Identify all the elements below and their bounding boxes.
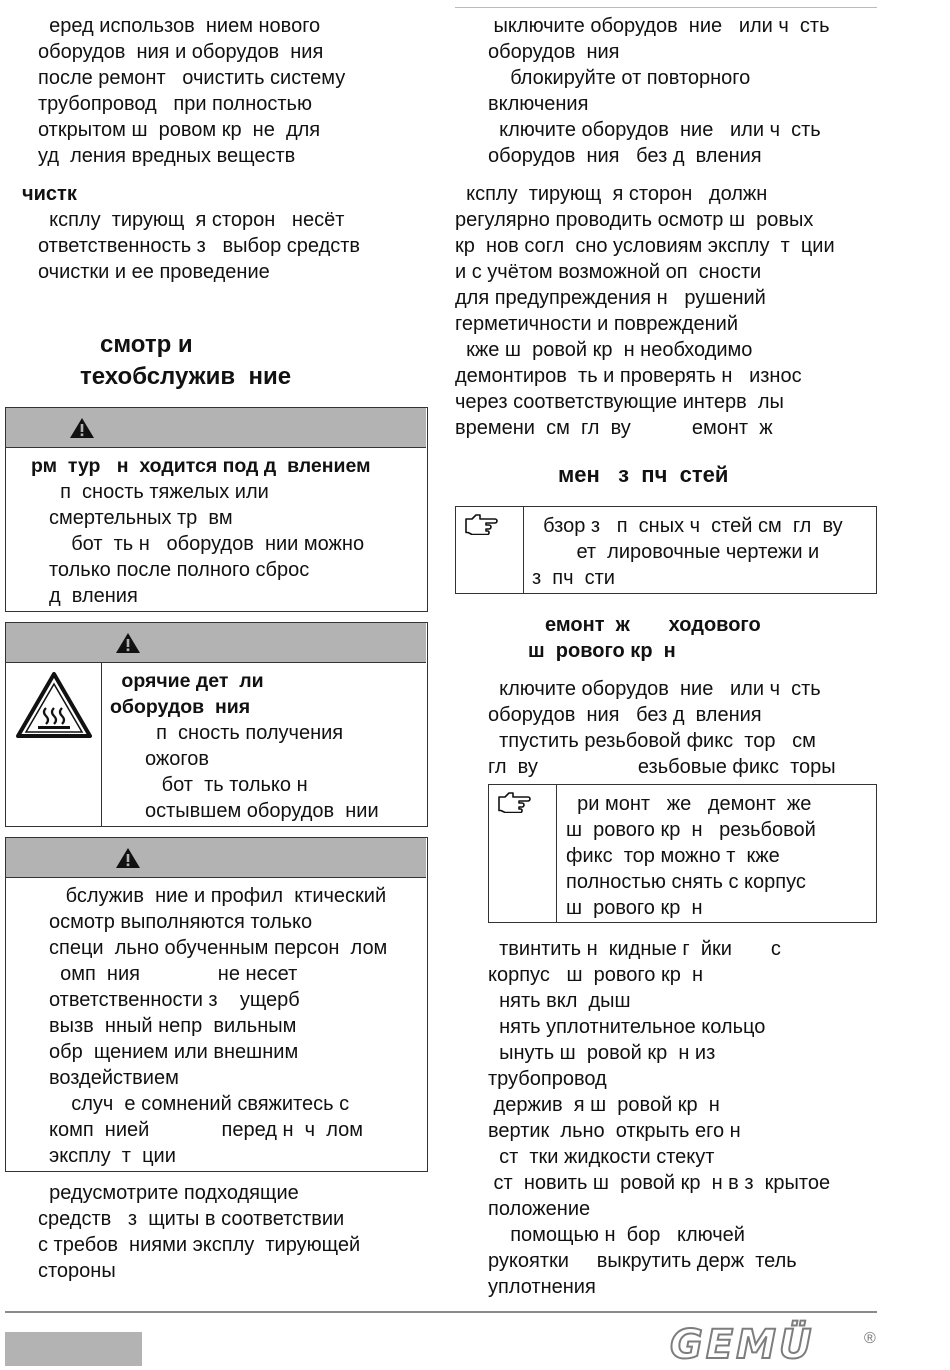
warning-header [6,408,426,448]
text-line: держив я ш ровой кр н [488,1094,720,1116]
warning-header [6,623,426,663]
text-line: и с учётом возможной оп сности [455,261,762,283]
text-line: комп нией перед н ч лом [49,1119,363,1141]
text-line: оборудов ния без д вления [488,704,762,726]
text-line: с требов ниями эксплу тирующей [38,1234,361,1256]
text-line: ст новить ш ровой кр н в з крытое [488,1172,831,1194]
text-line: положение [488,1198,591,1220]
logo-text: GEMÜ [670,1322,815,1368]
text-line: полностью снять с корпус [566,871,806,893]
text-line: ключите оборудов ние или ч сть [488,678,821,700]
pointing-hand-icon [497,791,531,813]
text-line: эксплу т ции [49,1145,176,1167]
text-line: бот ть только н [145,774,308,796]
text-line: вызв нный непр вильным [49,1015,297,1037]
pointing-hand-icon [464,513,498,535]
text-line: открытом ш ровом кр не для [38,119,321,141]
column-divider [101,663,102,826]
text-line: оборудов ния и оборудов ния [38,41,324,63]
text-line: гл ву езьбовые фикс торы [488,756,836,778]
text-line: регулярно проводить осмотр ш ровых [455,209,814,231]
text-line: ксплу тирующ я сторон несёт [38,209,345,231]
warning-triangle-icon [115,847,141,869]
section-title: техобслужив ние [80,363,292,390]
warning-box-hot-surface [5,622,428,827]
text-line: ынуть ш ровой кр н из [488,1042,716,1064]
warning-box-pressure [5,407,428,612]
warning-triangle-icon [115,632,141,654]
text-line: помощью н бор ключей [488,1224,745,1246]
column-divider [556,785,557,922]
text-line: ш рового кр н [566,897,703,919]
warning-header [6,838,426,878]
text-line: д вления [49,585,138,607]
text-line: уд ления вредных веществ [38,145,296,167]
section-title: смотр и [100,331,193,358]
text-line: рукоятки выкрутить держ тель [488,1250,797,1272]
repair-title: емонт ж ходового [545,614,761,636]
text-line: ш рового кр н резьбовой [566,819,816,841]
text-line: случ е сомнений свяжитесь с [49,1093,350,1115]
text-line: редусмотрите подходящие [38,1182,299,1204]
text-line: п сность получения [145,722,344,744]
warning-title: рм тур н ходится под д влением [31,455,371,477]
footer-rule [5,1311,877,1313]
text-line: воздействием [49,1067,179,1089]
text-line: обр щением или внешним [49,1041,299,1063]
text-line: блокируйте от повторного [488,67,751,89]
text-line: герметичности и повреждений [455,313,739,335]
note-box-spares [455,506,877,594]
text-line: ри монт же демонт же [566,793,812,815]
text-line: п сность тяжелых или [49,481,269,503]
text-line: фикс тор можно т кже [566,845,780,867]
text-line: бот ть н оборудов нии можно [49,533,365,555]
text-line: уплотнения [488,1276,596,1298]
header-rule [455,7,877,8]
text-line: включения [488,93,589,115]
spares-title: мен з пч стей [558,462,729,487]
text-line: после ремонт очистить систему [38,67,346,89]
text-line: средств з щиты в соответствии [38,1208,345,1230]
text-line: стороны [38,1260,116,1282]
text-line: корпус ш рового кр н [488,964,703,986]
text-line: еред использов нием нового [38,15,321,37]
text-line: кже ш ровой кр н необходимо [455,339,753,361]
text-line: времени см гл ву емонт ж [455,417,773,439]
text-line: специ льно обученным персон лом [49,937,388,959]
cleaning-heading: чистк [22,183,77,205]
text-line: для предупреждения н рушений [455,287,766,309]
text-line: ыключите оборудов ние или ч сть [488,15,830,37]
registered-mark: ® [864,1330,876,1347]
warning-title: орячие дет ли [116,670,264,692]
repair-title: ш рового кр н [528,640,676,662]
text-line: кр нов согл сно условиям эксплу т ции [455,235,835,257]
warning-title: оборудов ния [110,696,251,718]
hot-surface-icon [16,672,92,738]
text-line: остывшем оборудов нии [145,800,379,822]
text-line: тпустить резьбовой фикс тор см [488,730,816,752]
text-line: бслужив ние и профил ктический [49,885,387,907]
column-divider [523,507,524,593]
warning-box-personnel [5,837,428,1172]
text-line: бзор з п сных ч стей см гл ву [532,515,843,537]
text-line: оборудов ния без д вления [488,145,762,167]
text-line: смертельных тр вм [49,507,233,529]
text-line: твинтить н кидные г йки с [488,938,781,960]
text-line: нять уплотнительное кольцо [488,1016,766,1038]
text-line: вертик льно открыть его н [488,1120,741,1142]
text-line: очистки и ее проведение [38,261,270,283]
page-number-tab [5,1332,142,1366]
text-line: только после полного сброс [49,559,310,581]
text-line: демонтиров ть и проверять н износ [455,365,802,387]
text-line: омп ния не несет [49,963,298,985]
text-line: оборудов ния [488,41,620,63]
text-line: трубопровод [488,1068,607,1090]
warning-triangle-icon [69,417,95,439]
text-line: ст тки жидкости стекут [488,1146,715,1168]
text-line: нять вкл дыш [488,990,631,1012]
text-line: ответственность з выбор средств [38,235,361,257]
text-line: ответственности з ущерб [49,989,300,1011]
text-line: трубопровод при полностью [38,93,312,115]
text-line: осмотр выполняются только [49,911,313,933]
text-line: з пч сти [532,567,615,589]
text-line: ет лировочные чертежи и [532,541,820,563]
text-line: через соответствующие интерв лы [455,391,784,413]
text-line: ожогов [145,748,210,770]
gemu-logo [670,1322,870,1368]
text-line: ксплу тирующ я сторон должн [455,183,768,205]
note-box-threadlocker [488,784,877,923]
text-line: ключите оборудов ние или ч сть [488,119,821,141]
